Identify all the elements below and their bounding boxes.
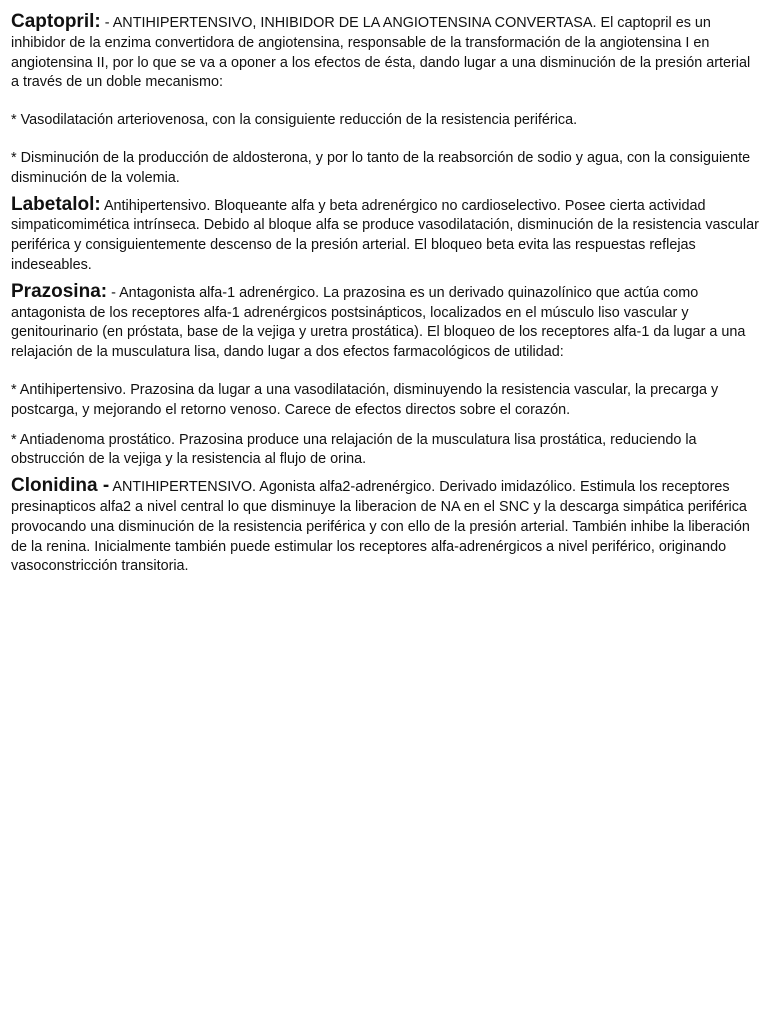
captopril-description: - ANTIHIPERTENSIVO, INHIBIDOR DE LA ANGIOTENSINA CONVERTASA. El captopril es un inhibidor de la enzima convertidora de angiotensina, responsable de la transformación de la angiotensina I en angiotensina II, por lo que se va a oponer a los efectos de ésta, dando lugar a una disminución de la presión arterial a través de un doble mecanismo: [11, 15, 751, 91]
clonidina-description: ANTIHIPERTENSIVO. Agonista alfa2-adrenérgico. Derivado imidazólico. Estimula los receptores presinapticos alfa2 a nivel central lo que disminuye la liberacion de NA en el SNC y la descarga simpática periférica provocando una disminución de la resistencia periférica y con ello de la presión arterial. También inhibe la liberación de la renina. Inicialmente también puede estimular los receptores alfa-adrenérgicos a nivel periférico, originando vasoconstricción transitoria. [11, 479, 750, 575]
labetalol-term: Labetalol: [11, 193, 101, 215]
prazosina-point-antihipertensivo: * Antihipertensivo. Prazosina da lugar a una vasodilatación, disminuyendo la resistencia vascular, la precarga y postcarga, y mejorando el retorno venoso. Carece de efectos directos sobre el corazón. [11, 381, 719, 418]
clonidina-paragraph [11, 476, 759, 577]
captopril-point-vasodilatacion: * Vasodilatación arteriovenosa, con la consiguiente reducción de la resistencia periférica. [11, 112, 578, 129]
document-page [11, 12, 759, 577]
captopril-paragraph [11, 12, 759, 93]
captopril-term: Captopril: [11, 11, 101, 32]
prazosina-description: - Antagonista alfa-1 adrenérgico. La prazosina es un derivado quinazolínico que actúa como antagonista de los receptores alfa-1 adrenérgicos postsinápticos, localizados en el músculo liso vascular y genitourinario (en próstata, base de la vejiga y uretra prostática). El bloqueo de los receptores alfa-1 da lugar a una relajación de la musculatura lisa, dando lugar a dos efectos farmacológicos de utilidad: [11, 284, 746, 361]
prazosina-paragraph [11, 282, 759, 363]
clonidina-term: Clonidina - [11, 475, 110, 497]
captopril-point-aldosterona: * Disminución de la producción de aldosterona, y por lo tanto de la reabsorción de sodio y agua, con la consiguiente disminución de la volemia. [11, 149, 751, 186]
labetalol-paragraph [11, 195, 759, 276]
prazosina-point-antiadenoma: * Antiadenoma prostático. Prazosina produce una relajación de la musculatura lisa prostática, reduciendo la obstrucción de la vejiga y la resistencia al flujo de orina. [11, 431, 697, 468]
prazosina-term: Prazosina: [11, 280, 108, 302]
labetalol-description: Antihipertensivo. Bloqueante alfa y beta adrenérgico no cardioselectivo. Posee cierta actividad simpaticomimética intrínseca. Debido al bloque alfa se produce vasodilatación, disminución de la resistencia vascular periférica y consiguientemente descenso de la presión arterial. El bloqueo beta evita las respuestas reflejas indeseables. [11, 197, 759, 273]
